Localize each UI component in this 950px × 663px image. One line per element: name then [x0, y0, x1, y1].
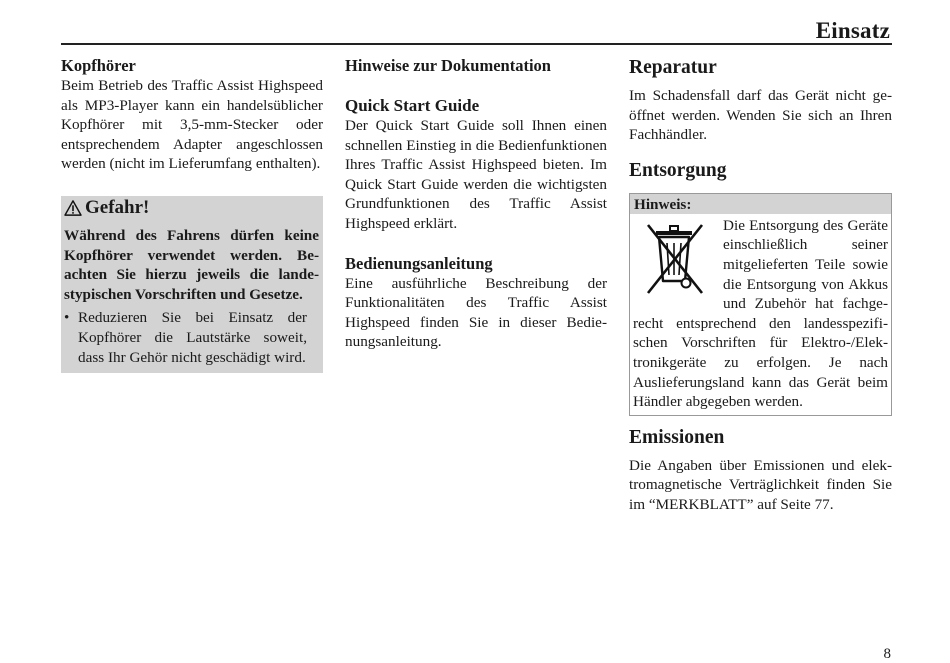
column-right [629, 56, 892, 515]
hint-box [629, 193, 892, 416]
header-rule [61, 43, 892, 45]
section-title-quick-start: Quick Start Guide [345, 96, 480, 115]
danger-heading [64, 196, 319, 220]
danger-bullet-item [64, 308, 319, 367]
weee-bin-symbol [642, 221, 708, 299]
page-number: 8 [883, 646, 891, 662]
bullet-dot: • [64, 309, 70, 327]
column-middle [345, 56, 607, 352]
quick-start-text: Der Quick Start Guide soll Ihnen einen schnellen Einstieg in die Bedienfunktionen Ihres Traffic Assist Highspeed bieten. Im Quick Start Guide werden die wichtigsten Grundfunktionen des Traffic Assist Highspeed erklärt. [345, 117, 607, 232]
danger-box [61, 196, 323, 373]
hint-text: Die Entsorgung des Geräte einschließlich seiner mitgelieferten Teile sowie die Entsorgung von Akkus und Zubehör hat fachgerecht entsprechend den landesspezifischen Vorschriften für Elektro-/Elektronikgeräte zu erfolgen. Je nach Auslieferungsland kann das Gerät beim Händler abgegeben werden. [633, 216, 888, 411]
section-title-documentation: Hinweise zur Dokumentation [345, 56, 551, 75]
column-left [61, 56, 323, 373]
warning-triangle-icon [64, 200, 82, 216]
section-title-disposal: Entsorgung [629, 159, 727, 181]
hint-body [630, 214, 891, 415]
page-header-title: Einsatz [815, 18, 890, 43]
crossed-out-bin-icon [635, 220, 715, 300]
danger-warning-text: Während des Fahrens dürfen keine Kopfhörer verwendet werden. Beachten Sie hierzu jeweils die landestypischen Vorschriften und Gesetze. [64, 226, 319, 303]
repair-text: Im Schadensfall darf das Gerät nicht geöffnet werden. Wenden Sie sich an Ihren Fachhändler. [629, 87, 892, 144]
manual-text: Eine ausführliche Beschreibung der Funktionalitäten des Traffic Assist Highspeed finden Sie in dieser Bedienungsanleitung. [345, 274, 607, 351]
emissions-text: Die Angaben über Emissionen und elektromagnetische Verträglichkeit finden Sie im “MERKBLATT” auf Seite 77. [629, 456, 892, 513]
kopfhoerer-text: Beim Betrieb des Traffic Assist Highspeed als MP3-Player kann ein handelsüblicher Kopfhörer mit 3,5-mm-Stecker oder entsprechendem Adapter angeschlossen werden (nicht im Lieferumfang enthalten). [61, 77, 323, 173]
section-title-kopfhoerer: Kopfhörer [61, 56, 136, 75]
danger-bullet-text: Reduzieren Sie bei Einsatz der Kopfhörer die Lautstärke soweit, dass Ihr Gehör nicht geschädigt wird. [78, 309, 307, 366]
section-title-manual: Bedienungsanleitung [345, 253, 493, 273]
section-title-repair: Reparatur [629, 57, 717, 78]
hint-label: Hinweis: [630, 194, 891, 214]
section-title-emissions: Emissionen [629, 426, 725, 448]
danger-title: Gefahr! [85, 196, 150, 218]
